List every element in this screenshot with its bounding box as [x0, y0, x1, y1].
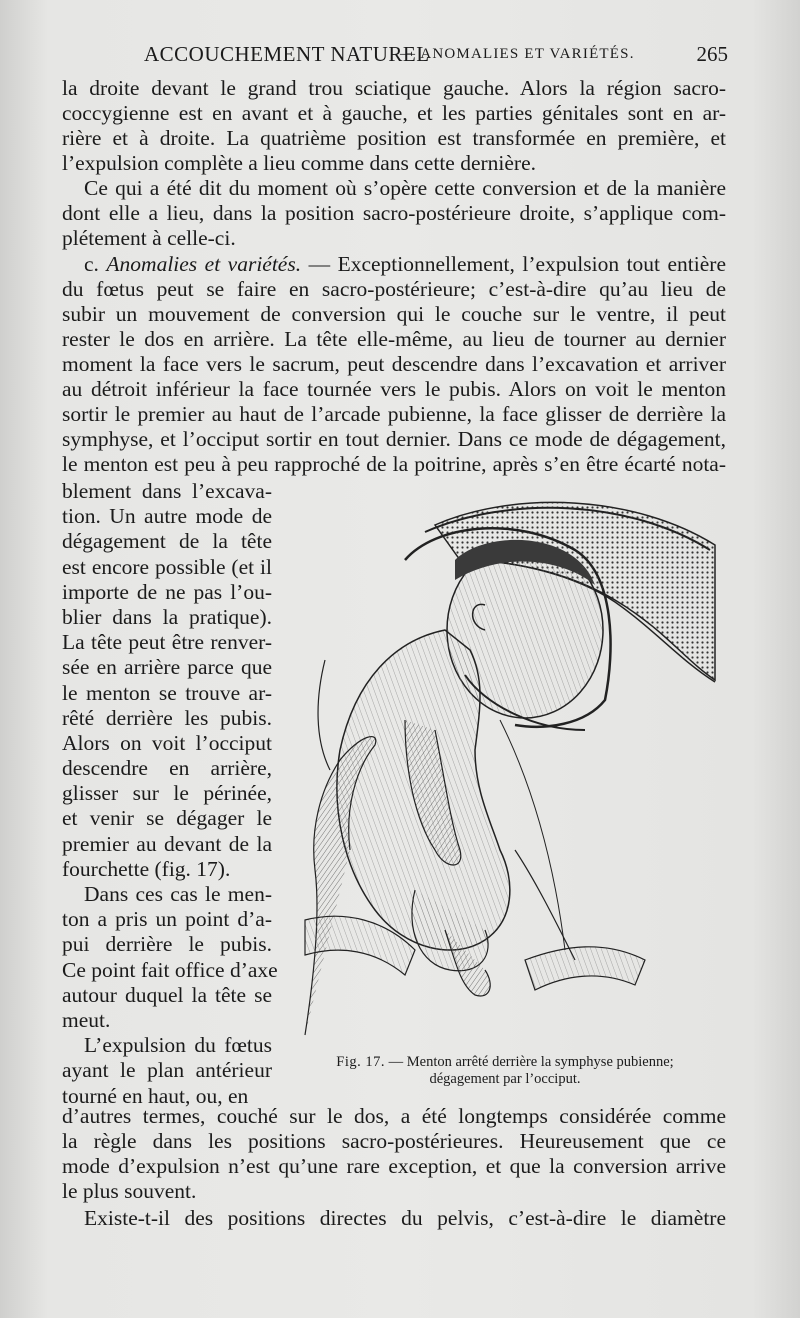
text-line: d’autres termes, couché sur le dos, a été longtemps considérée comme [62, 1104, 726, 1128]
text-line: Ce point fait office d’axe [62, 957, 278, 982]
text-line: plétement à celle-ci. [62, 226, 236, 250]
fetus-delivery-engraving [285, 490, 725, 1045]
text-line: premier au devant de la [62, 831, 272, 856]
text-line: Existe-t-il des positions directes du pelvis, c’est-à-dire le diamètre [84, 1206, 726, 1230]
section-label: c. [84, 252, 99, 276]
text-line: tourné en haut, ou, en [62, 1083, 249, 1108]
side-column [62, 479, 278, 1109]
text-line: glisser sur le périnée, [62, 781, 272, 806]
text-line: L’expulsion du fœtus [84, 1033, 272, 1058]
caption-text-1: — Menton arrêté derrière la symphyse pubienne; [388, 1054, 674, 1070]
text-line: dégagement de la tête [62, 529, 272, 554]
text-line: et venir se dégager le [62, 806, 272, 831]
text-line: l’expulsion complète a lieu comme dans cette dernière. [62, 151, 537, 175]
text-line: moment la face vers le sacrum, peut descendre dans l’excavation et arriver [62, 352, 726, 376]
text-line: sée en arrière parce que [62, 655, 272, 680]
figure-caption [290, 1054, 720, 1088]
engraving-illustration [285, 490, 725, 1045]
caption-line-1 [290, 1054, 720, 1071]
text-line: tion. Un autre mode de [62, 504, 272, 529]
text-line: au détroit inférieur la face tournée vers le pubis. Alors on voit le menton [62, 377, 726, 401]
text-line: rière et à droite. La quatrième position est transformée en première, et [62, 126, 726, 150]
text-line: blier dans la pratique). [62, 604, 272, 629]
page-number: 265 [696, 42, 728, 66]
text-line: le menton se trouve ar- [62, 680, 272, 705]
text-line: ton a pris un point d’a- [62, 907, 272, 932]
text-line: Alors on voit l’occiput [62, 730, 272, 755]
section-heading: Anomalies et variétés. [106, 252, 302, 276]
text-line: coccygienne est en avant et à gauche, et les parties génitales sont en ar- [62, 101, 726, 125]
running-header [62, 42, 728, 76]
text-line: ayant le plan antérieur [62, 1058, 272, 1083]
text-line: importe de ne pas l’ou- [62, 579, 272, 604]
text-line: subir un mouvement de conversion qui le couche sur le ventre, il peut [62, 302, 726, 326]
text-line: du fœtus peut se faire en sacro-postérieure; c’est-à-dire qu’au lieu de [62, 277, 726, 301]
text-line: la règle dans les positions sacro-postérieures. Heureusement que ce [62, 1129, 726, 1153]
text-line: mode d’expulsion n’est qu’une rare exception, et que la conversion arrive [62, 1154, 726, 1178]
section-first-line: — Exceptionnellement, l’expulsion tout entière [308, 252, 726, 276]
text-line: autour duquel la tête se [62, 982, 272, 1007]
text-line: est encore possible (et il [62, 554, 272, 579]
text-line: rester le dos en arrière. La tête elle-même, au lieu de tourner au dernier [62, 327, 726, 351]
text-line: pui derrière le pubis. [62, 932, 272, 957]
text-line: Dans ces cas le men- [84, 882, 272, 906]
figure-label: Fig. 17. [336, 1054, 385, 1070]
text-line: rêté derrière les pubis. [62, 705, 272, 730]
caption-text-2: dégagement par l’occiput. [429, 1071, 581, 1087]
text-line: La tête peut être renver- [62, 630, 272, 655]
text-line: descendre en arrière, [62, 756, 272, 781]
text-line: sortir le premier au haut de l’arcade pubienne, la face glisser de derrière la [62, 402, 726, 426]
running-title: ACCOUCHEMENT NATUREL [144, 42, 430, 66]
text-line: symphyse, et l’occiput sortir en tout dernier. Dans ce mode de dégagement, [62, 427, 726, 451]
text-line: le menton est peu à peu rapproché de la poitrine, après s’en être écarté nota- [62, 452, 726, 476]
text-line: Ce qui a été dit du moment où s’opère cette conversion et de la manière [84, 176, 726, 200]
text-line: blement dans l’excava- [62, 479, 272, 503]
section-heading-line [84, 252, 726, 277]
text-line: meut. [62, 1007, 111, 1032]
text-line: fourchette (fig. 17). [62, 856, 231, 881]
text-line: la droite devant le grand trou sciatique gauche. Alors la région sacro- [62, 76, 726, 100]
text-line: dont elle a lieu, dans la position sacro-postérieure droite, s’applique com- [62, 201, 726, 225]
text-line: le plus souvent. [62, 1179, 197, 1203]
running-subtitle: — ANOMALIES ET VARIÉTÉS. [400, 46, 635, 62]
